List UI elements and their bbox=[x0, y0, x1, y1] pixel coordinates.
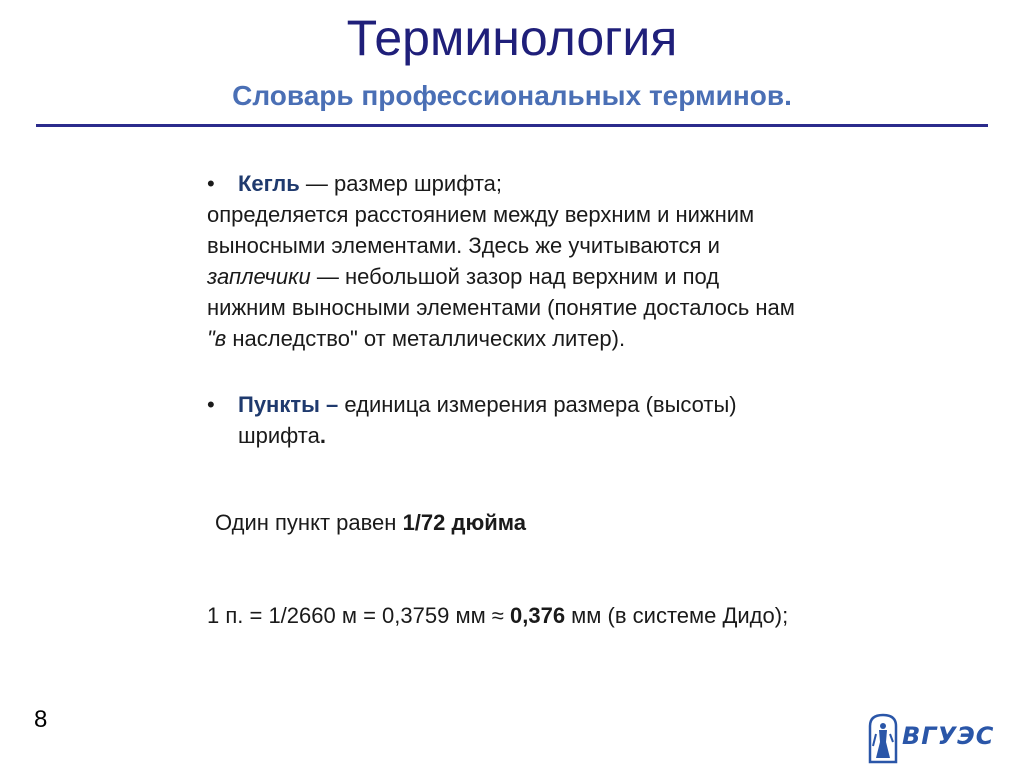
kegl-line-2: определяется расстоянием между верхним и нижним bbox=[207, 202, 755, 227]
page-title: Терминология bbox=[346, 10, 678, 66]
formula-value: 0,376 bbox=[510, 603, 566, 628]
kegl-line-3: выносными элементами. Здесь же учитываются и bbox=[207, 233, 720, 258]
kegl-line-6 bbox=[207, 323, 927, 354]
formula-text: 1 п. = 1/2660 м = 0,3759 мм ≈ bbox=[207, 603, 510, 628]
emblem-icon bbox=[864, 712, 902, 764]
punkty-line-2-text: шрифта bbox=[238, 423, 320, 448]
bullet-icon: • bbox=[207, 392, 215, 417]
formula-line bbox=[207, 600, 927, 631]
kegl-line-6-italic: "в bbox=[207, 326, 227, 351]
kegl-line-4 bbox=[207, 261, 927, 292]
kegl-line-4-rest: — небольшой зазор над верхним и под bbox=[310, 264, 720, 289]
punkty-bullet bbox=[207, 389, 927, 420]
kegl-bullet bbox=[207, 168, 927, 199]
university-logo bbox=[864, 712, 995, 762]
bullet-icon: • bbox=[207, 171, 215, 196]
one-point-text: Один пункт равен bbox=[215, 510, 403, 535]
punkty-definition: единица измерения размера (высоты) bbox=[338, 392, 737, 417]
slide-content bbox=[207, 168, 927, 631]
page-subtitle: Словарь профессиональных терминов. bbox=[232, 80, 792, 111]
one-point-value: 1/72 дюйма bbox=[402, 510, 526, 535]
zaplechiki-term: заплечики bbox=[207, 264, 311, 289]
kegl-term: Кегль bbox=[238, 171, 300, 196]
kegl-line-6-rest: наследство" от металлических литер). bbox=[226, 326, 626, 351]
punkty-line-2 bbox=[207, 420, 927, 451]
punkty-line-2-period: . bbox=[319, 423, 326, 448]
header-divider bbox=[36, 124, 988, 127]
page-number: 8 bbox=[34, 706, 48, 733]
punkty-term: Пункты – bbox=[238, 392, 339, 417]
kegl-line-5: нижним выносными элементами (понятие досталось нам bbox=[207, 295, 795, 320]
one-point-line bbox=[207, 507, 927, 538]
kegl-definition: — размер шрифта; bbox=[299, 171, 502, 196]
formula-rest: мм (в системе Дидо); bbox=[565, 603, 789, 628]
logo-text: ВГУЭС bbox=[902, 722, 995, 750]
